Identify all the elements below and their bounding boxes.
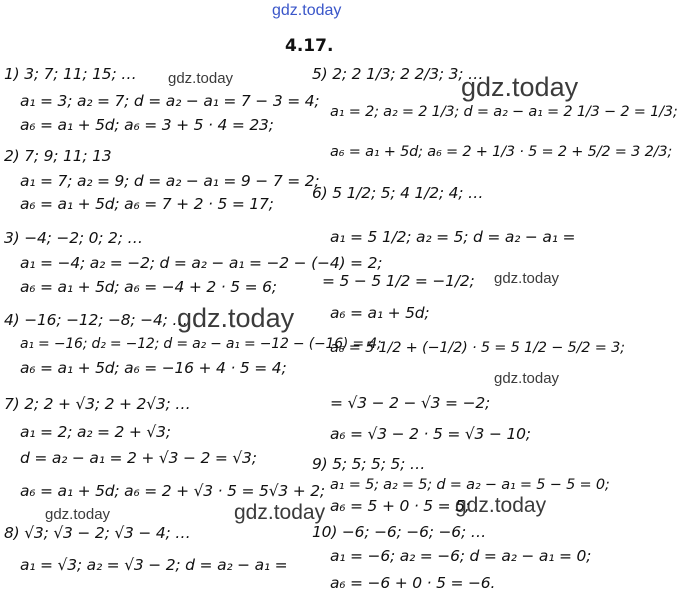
problem-3-sequence: 3) −4; −2; 0; 2; …	[4, 229, 143, 247]
watermark: gdz.today	[168, 70, 234, 87]
problem-6-line: a₆ = 5 1/2 + (−1/2) · 5 = 5 1/2 − 5/2 = 3;	[330, 340, 625, 356]
problem-9-line: a₆ = 5 + 0 · 5 = 5;	[330, 497, 470, 515]
watermark: gdz.today	[461, 72, 579, 102]
problem-6-line: a₆ = a₁ + 5d;	[330, 304, 430, 322]
problem-8-continued-line: = √3 − 2 − √3 = −2;	[330, 394, 491, 412]
watermark: gdz.today	[234, 501, 326, 524]
problem-6-line: a₁ = 5 1/2; a₂ = 5; d = a₂ − a₁ =	[330, 228, 576, 246]
problem-9-sequence: 9) 5; 5; 5; 5; …	[312, 455, 426, 473]
problem-7-line: a₁ = 2; a₂ = 2 + √3;	[20, 423, 171, 441]
problem-7-sequence: 7) 2; 2 + √3; 2 + 2√3; …	[4, 395, 191, 413]
watermark: gdz.today	[177, 303, 295, 333]
problem-4-sequence: 4) −16; −12; −8; −4; …	[4, 311, 188, 329]
problem-8-continued-line: a₆ = √3 − 2 · 5 = √3 − 10;	[330, 425, 531, 443]
problem-2-line: a₁ = 7; a₂ = 9; d = a₂ − a₁ = 9 − 7 = 2;	[20, 172, 320, 190]
task-number: 4.17.	[285, 36, 334, 56]
problem-2-line: a₆ = a₁ + 5d; a₆ = 7 + 2 · 5 = 17;	[20, 195, 274, 213]
problem-2-sequence: 2) 7; 9; 11; 13	[4, 147, 112, 165]
watermark: gdz.today	[455, 494, 547, 517]
problem-10-line: a₁ = −6; a₂ = −6; d = a₂ − a₁ = 0;	[330, 547, 592, 565]
problem-5-sequence: 5) 2; 2 1/3; 2 2/3; 3; …	[312, 65, 484, 83]
problem-1-sequence: 1) 3; 7; 11; 15; …	[4, 65, 137, 83]
problem-4-line: a₆ = a₁ + 5d; a₆ = −16 + 4 · 5 = 4;	[20, 359, 287, 377]
problem-4-line: a₁ = −16; d₂ = −12; d = a₂ − a₁ = −12 − (−16) = 4;	[20, 336, 382, 352]
problem-5-line: a₆ = a₁ + 5d; a₆ = 2 + 1/3 · 5 = 2 + 5/2 = 3 2/3;	[330, 144, 673, 160]
problem-3-line: a₁ = −4; a₂ = −2; d = a₂ − a₁ = −2 − (−4) = 2;	[20, 254, 383, 272]
problem-3-line: a₆ = a₁ + 5d; a₆ = −4 + 2 · 5 = 6;	[20, 278, 277, 296]
problem-9-line: a₁ = 5; a₂ = 5; d = a₂ − a₁ = 5 − 5 = 0;	[330, 477, 610, 493]
watermark: gdz.today	[45, 506, 111, 523]
problem-6-sequence: 6) 5 1/2; 5; 4 1/2; 4; …	[312, 184, 484, 202]
problem-1-line: a₆ = a₁ + 5d; a₆ = 3 + 5 · 4 = 23;	[20, 116, 274, 134]
problem-5-line: a₁ = 2; a₂ = 2 1/3; d = a₂ − a₁ = 2 1/3 − 2 = 1/3;	[330, 104, 678, 120]
problem-10-line: a₆ = −6 + 0 · 5 = −6.	[330, 574, 496, 592]
problem-7-line: a₆ = a₁ + 5d; a₆ = 2 + √3 · 5 = 5√3 + 2;	[20, 482, 325, 500]
watermark: gdz.today	[494, 270, 560, 287]
problem-1-line: a₁ = 3; a₂ = 7; d = a₂ − a₁ = 7 − 3 = 4;	[20, 92, 320, 110]
problem-7-line: d = a₂ − a₁ = 2 + √3 − 2 = √3;	[20, 449, 257, 467]
problem-8-sequence: 8) √3; √3 − 2; √3 − 4; …	[4, 524, 191, 542]
problem-8-line: a₁ = √3; a₂ = √3 − 2; d = a₂ − a₁ =	[20, 556, 288, 574]
watermark: gdz.today	[494, 370, 560, 387]
header-watermark: gdz.today	[272, 2, 342, 19]
problem-6-line: = 5 − 5 1/2 = −1/2;	[322, 272, 475, 290]
problem-10-sequence: 10) −6; −6; −6; −6; …	[312, 523, 486, 541]
